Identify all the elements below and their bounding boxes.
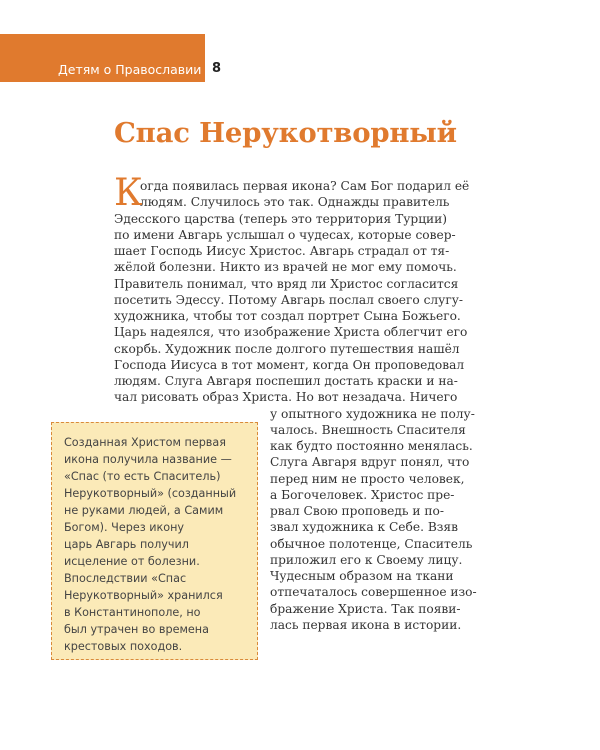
body-line: Слуга Авгаря вдруг понял, что [270, 455, 470, 470]
sidebar-line: Созданная Христом первая [64, 436, 226, 449]
body-line: приложил его к Своему лицу. [270, 552, 463, 567]
body-line: Эдесского царства (теперь это территория Турции) [114, 211, 448, 226]
body-line: а Богочеловек. Христос пре- [270, 487, 455, 502]
body-line: рвал Свою проповедь и по- [270, 504, 444, 518]
body-line: людям. Слуга Авгаря поспешил достать краски и на- [114, 374, 458, 388]
body-line: чал рисовать образ Христа. Но вот незадача. Ничего [114, 390, 458, 405]
body-line: жёлой болезни. Никто из врачей не мог ему помочь. [114, 260, 457, 275]
body-line: Правитель понимал, что вряд ли Христос согласится [114, 276, 459, 291]
article-title: Спас Нерукотворный [114, 117, 457, 149]
page-number: 8 [212, 61, 222, 76]
sidebar-line: в Константинополе, но [64, 606, 201, 619]
body-line: Царь надеялся, что изображение Христа облегчит его [114, 325, 468, 340]
body-line: Чудесным образом на ткани [270, 569, 454, 583]
sidebar-line: был утрачен во времена [64, 623, 209, 636]
section-title: Детям о Православии [58, 62, 202, 77]
body-line: скорбь. Художник после долгого путешествия нашёл [114, 341, 460, 356]
sidebar-text [64, 434, 254, 655]
body-line: чалось. Внешность Спасителя [270, 422, 466, 437]
body-line: перед ним не просто человек, [270, 471, 465, 486]
sidebar-line: Нерукотворный» (созданный [64, 487, 237, 500]
body-line: шает Господь Иисус Христос. Авгарь страдал от тя- [114, 244, 450, 258]
body-line: посетить Эдессу. Потому Авгарь послал своего слугу- [114, 292, 464, 307]
body-line: художника, чтобы тот создал портрет Сына Божьего. [114, 309, 461, 323]
drop-cap: К [114, 171, 143, 214]
body-line: у опытного художника не полу- [270, 406, 475, 421]
sidebar-line: Богом). Через икону [64, 521, 185, 534]
sidebar-line: царь Авгарь получил [64, 538, 189, 551]
body-line: звал художника к Себе. Взяв [270, 520, 458, 535]
sidebar-line: Нерукотворный» хранился [64, 589, 223, 602]
body-line: людям. Случилось это так. Однажды правитель [140, 195, 450, 210]
body-line: отпечаталось совершенное изо- [270, 585, 477, 600]
body-line: бражение Христа. Так появи- [270, 601, 461, 616]
body-line: Господа Иисуса в тот момент, когда Он проповедовал [114, 357, 465, 372]
sidebar-line: не руками людей, а Самим [64, 504, 224, 517]
sidebar-line: исцеление от болезни. [64, 555, 200, 568]
sidebar-line: Впоследствии «Спас [64, 572, 187, 585]
sidebar-line: крестовых походов. [64, 640, 183, 653]
body-line: обычное полотенце, Спаситель [270, 536, 473, 551]
sidebar-line: икона получила название — [64, 453, 232, 466]
body-line: огда появилась первая икона? Сам Бог подарил её [140, 179, 470, 193]
body-line: как будто постоянно менялась. [270, 439, 473, 453]
sidebar-line: «Спас (то есть Спаситель) [64, 470, 221, 483]
body-line: по имени Авгарь услышал о чудесах, которые совер- [114, 227, 456, 242]
body-line: лась первая икона в истории. [270, 617, 462, 632]
